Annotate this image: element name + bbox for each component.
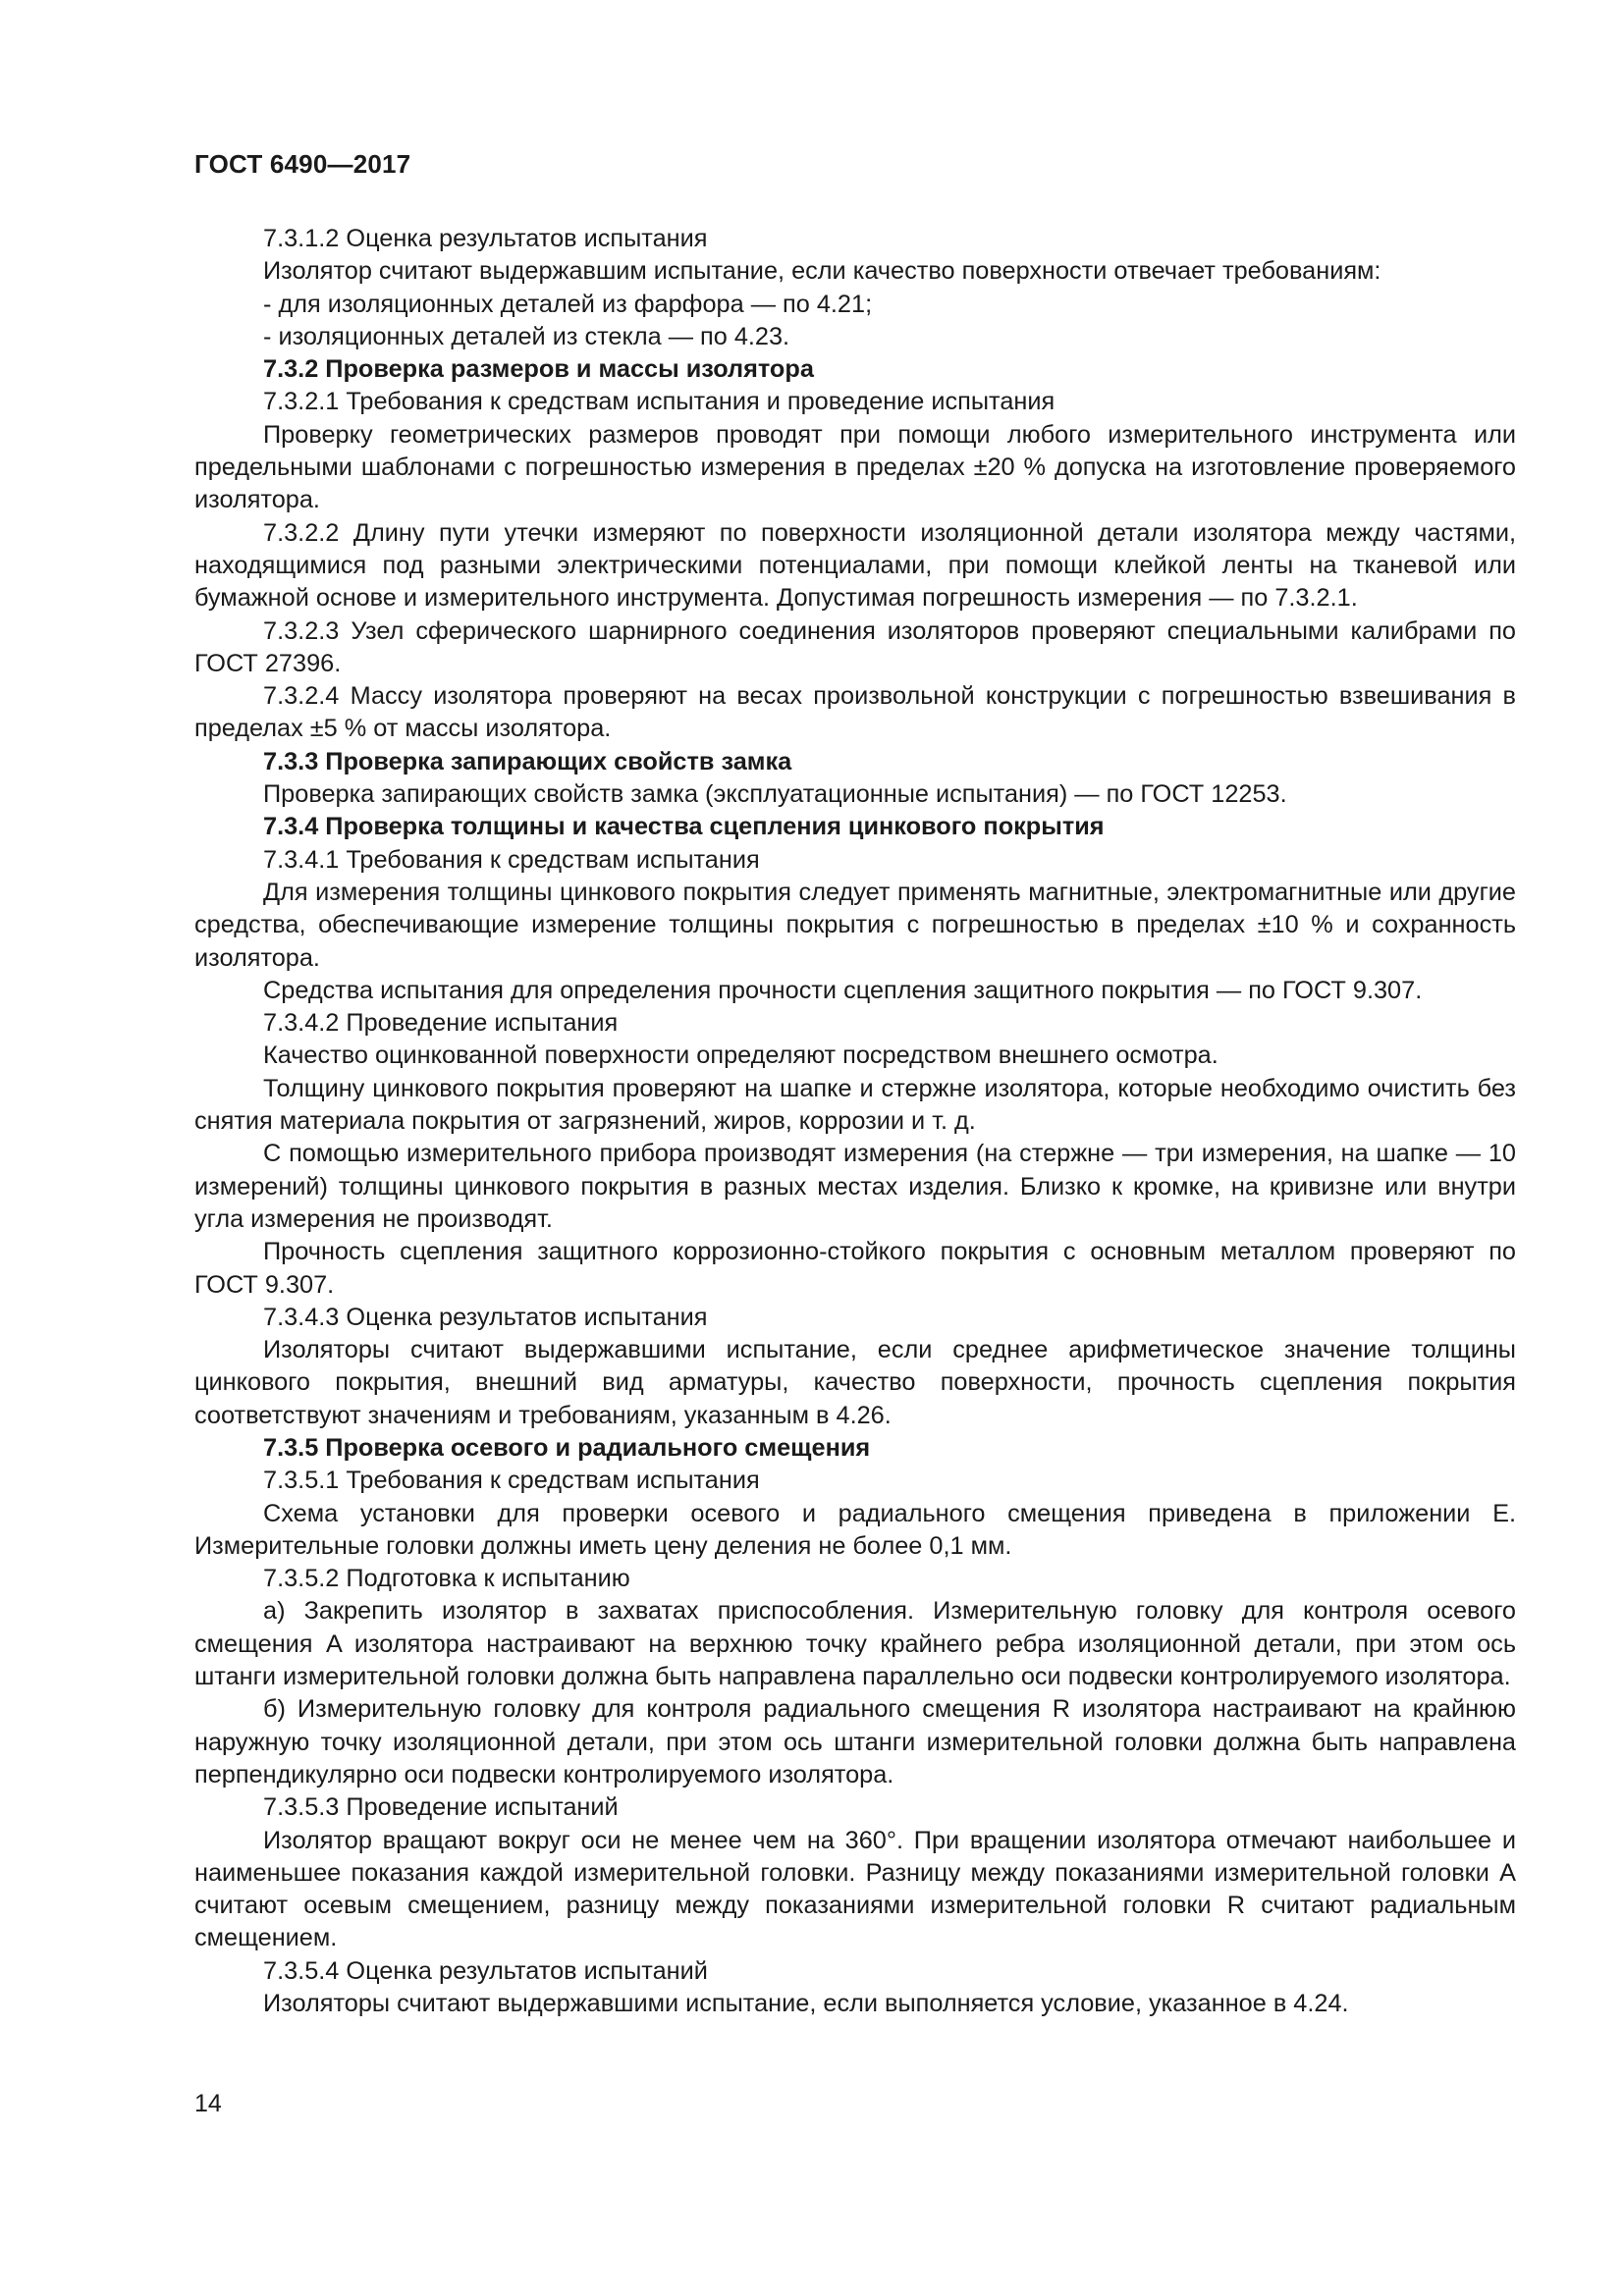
paragraph: 7.3.4.3 Оценка результатов испытания [263, 1303, 708, 1331]
paragraph: 7.3.5.2 Подготовка к испытанию [263, 1565, 630, 1593]
paragraph: 7.3.2.3 Узел сферического шарнирного соединения изоляторов проверяют специальными калибрами по ГОСТ 27396. [194, 616, 1516, 677]
paragraph: Изоляторы считают выдержавшими испытание, если среднее арифметическое значение толщины цинкового покрытия, внешний вид арматуры, качество поверхности, прочность сцепления покрытия соответствуют значениям и требованиям, указанным в 4.26. [194, 1336, 1516, 1429]
paragraph: Прочность сцепления защитного коррозионно-стойкого покрытия с основным металлом проверяют по ГОСТ 9.307. [194, 1238, 1516, 1299]
paragraph: Качество оцинкованной поверхности определяют посредством внешнего осмотра. [263, 1041, 1218, 1070]
document-body [194, 223, 1516, 2020]
section-heading: 7.3.5 Проверка осевого и радиального смещения [263, 1433, 871, 1462]
paragraph: б) Измерительную головку для контроля радиального смещения R изолятора настраивают на крайнюю наружную точку изоляционной детали, при этом ось штанги измерительной головки должна быть направлена перпендикулярно оси подвески контролируемого изолятора. [194, 1695, 1516, 1789]
section-heading: 7.3.4 Проверка толщины и качества сцепления цинкового покрытия [263, 813, 1105, 841]
section-heading: 7.3.3 Проверка запирающих свойств замка [263, 747, 792, 775]
paragraph: Проверка запирающих свойств замка (эксплуатационные испытания) — по ГОСТ 12253. [263, 780, 1287, 809]
paragraph: 7.3.5.1 Требования к средствам испытания [263, 1467, 760, 1495]
paragraph: 7.3.5.4 Оценка результатов испытаний [263, 1956, 708, 1985]
list-item: - для изоляционных деталей из фарфора — по 4.21; [263, 290, 873, 318]
paragraph: Схема установки для проверки осевого и радиального смещения приведена в приложении Е. Измерительные головки должны иметь цену деления не более 0,1 мм. [194, 1499, 1516, 1560]
section-heading: 7.3.2 Проверка размеров и массы изолятора [263, 355, 814, 384]
paragraph: Толщину цинкового покрытия проверяют на шапке и стержне изолятора, которые необходимо очистить без снятия материала покрытия от загрязнений, жиров, коррозии и т. д. [194, 1074, 1516, 1136]
document-header: ГОСТ 6490—2017 [194, 149, 411, 179]
paragraph: 7.3.4.1 Требования к средствам испытания [263, 845, 760, 874]
paragraph: С помощью измерительного прибора производят измерения (на стержне — три измерения, на шапке — 10 измерений) толщины цинкового покрытия в разных местах изделия. Близко к кромке, на кривизне или внутри угла измерения не производят. [194, 1140, 1516, 1233]
paragraph: Изолятор считают выдержавшим испытание, если качество поверхности отвечает требованиям: [263, 257, 1381, 286]
paragraph: Проверку геометрических размеров проводят при помощи любого измерительного инструмента или предельными шаблонами с погрешностью измерения в пределах ±20 % допуска на изготовление проверяемого изолятора. [194, 420, 1516, 514]
paragraph: 7.3.5.3 Проведение испытаний [263, 1793, 619, 1822]
paragraph: 7.3.2.2 Длину пути утечки измеряют по поверхности изоляционной детали изолятора между частями, находящимися под разными электрическими потенциалами, при помощи клейкой ленты на тканевой или бумажной основе и измерительного инструмента. Допустимая погрешность измерения — по 7.3.2.1. [194, 518, 1516, 613]
page-number: 14 [194, 2090, 222, 2117]
paragraph: а) Закрепить изолятор в захватах приспособления. Измерительную головку для контроля осевого смещения A изолятора настраивают на верхнюю точку крайнего ребра изоляционной детали, при этом ось штанги измерительной головки должна быть направлена параллельно оси подвески контролируемого изолятора. [194, 1597, 1516, 1691]
list-item: - изоляционных деталей из стекла — по 4.23. [263, 322, 790, 350]
paragraph: 7.3.2.4 Массу изолятора проверяют на весах произвольной конструкции с погрешностью взвешивания в пределах ±5 % от массы изолятора. [194, 682, 1516, 743]
paragraph: 7.3.2.1 Требования к средствам испытания и проведение испытания [263, 388, 1056, 416]
paragraph: Для измерения толщины цинкового покрытия следует применять магнитные, электромагнитные или другие средства, обеспечивающие измерение толщины покрытия с погрешностью в пределах ±10 % и сохранность изолятора. [194, 878, 1516, 972]
paragraph: Изолятор вращают вокруг оси не менее чем на 360°. При вращении изолятора отмечают наибольшее и наименьшее показания каждой измерительной головки. Разницу между показаниями измерительной головки A считают осевым смещением, разницу между показаниями измерительной головки R считают радиальным смещением. [194, 1826, 1516, 1952]
paragraph: 7.3.1.2 Оценка результатов испытания [263, 225, 708, 252]
paragraph: Средства испытания для определения прочности сцепления защитного покрытия — по ГОСТ 9.307. [263, 976, 1423, 1004]
paragraph: Изоляторы считают выдержавшими испытание, если выполняется условие, указанное в 4.24. [263, 1990, 1349, 2018]
paragraph: 7.3.4.2 Проведение испытания [263, 1009, 619, 1038]
